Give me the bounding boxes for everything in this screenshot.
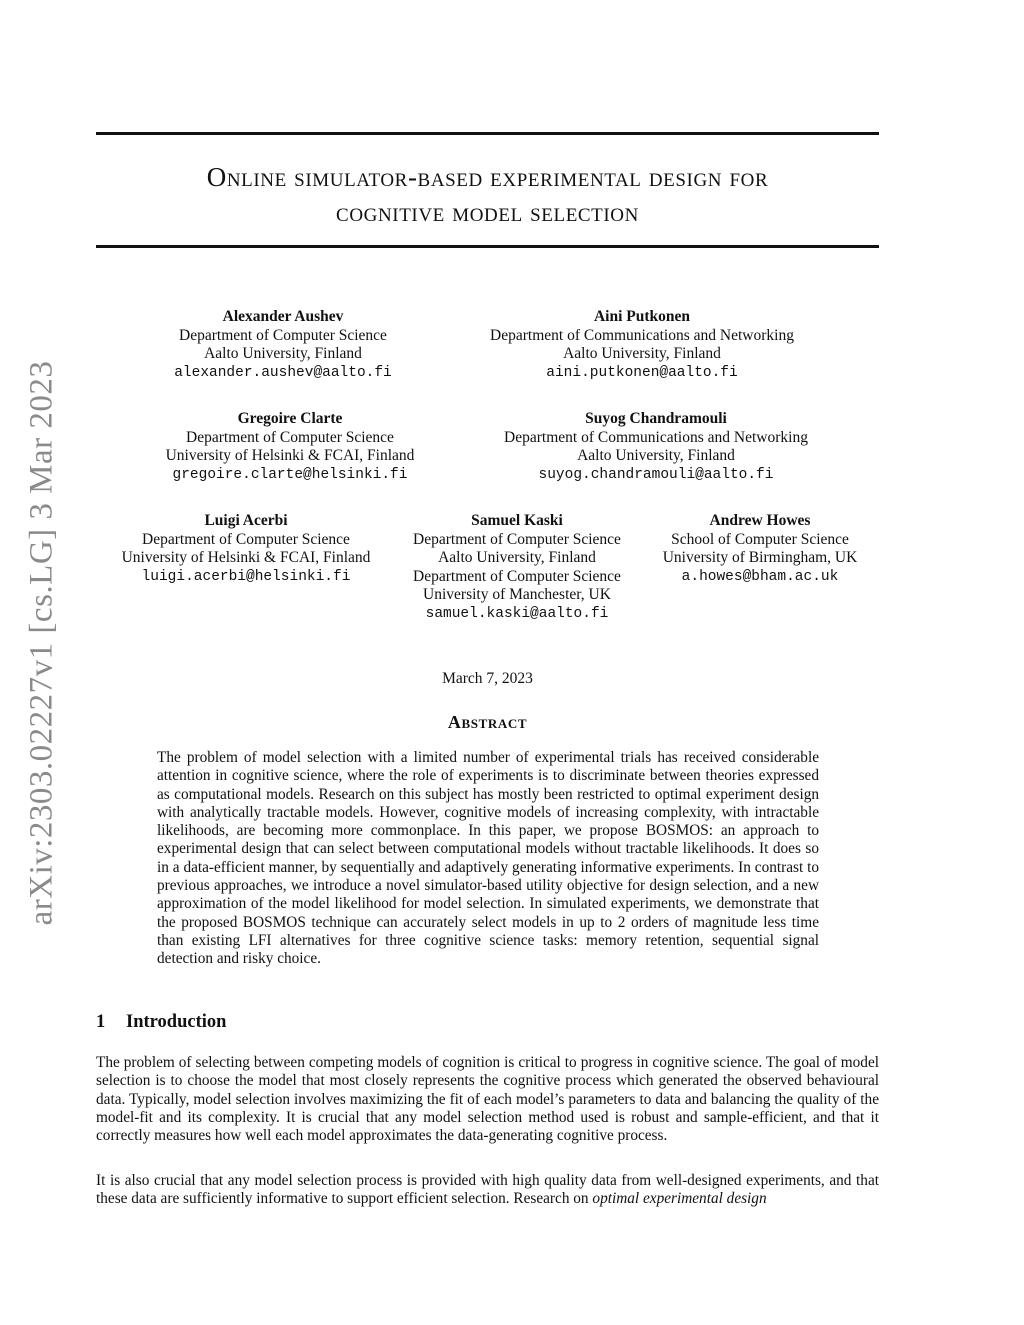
author-affiliation: University of Birmingham, UK bbox=[662, 549, 858, 566]
author-affiliation: University of Helsinki & FCAI, Finland bbox=[121, 549, 371, 566]
author-name: Aini Putkonen bbox=[593, 308, 691, 325]
intro-paragraph-1: The problem of selecting between competing models of cognition is critical to progress in cognitive science. The goal of model selection is to choose the model that most closely represents the cognitive process which generated the observed behavioural data. Typically, model selection involves maximizing the fit of each model’s parameters to data and balancing the quality of the model-fit and its complexity. It is crucial that any model selection method used is robust and sample-efficient, and that it correctly measures how well each model approximates the data-generating cognitive process. bbox=[96, 1054, 879, 1145]
section-number: 1 bbox=[96, 1012, 106, 1032]
author-block bbox=[140, 410, 440, 484]
author-affiliation: Aalto University, Finland bbox=[563, 345, 721, 362]
author-affiliation: School of Computer Science bbox=[671, 530, 849, 548]
author-affiliation: Department of Computer Science bbox=[179, 326, 387, 344]
author-affiliation: Department of Communications and Networking bbox=[504, 428, 808, 446]
author-name: Alexander Aushev bbox=[222, 308, 344, 325]
author-email[interactable]: aini.putkonen@aalto.fi bbox=[546, 364, 738, 381]
author-affiliation: Department of Computer Science bbox=[186, 428, 394, 446]
abstract-text: The problem of model selection with a limited number of experimental trials has received considerable attention in cognitive science, where the role of experiments is to discriminate between theories expressed as computational models. Research on this subject has mostly been restricted to optimal experiment design with analytically tractable models. However, cognitive models of increasing complexity, with intractable likelihoods, are becoming more commonplace. In this paper, we propose BOSMOS: an approach to experimental design that can select between computational models without tractable likelihoods. It does so in a data-efficient manner, by sequentially and adaptively generating informative experiments. In contrast to previous approaches, we introduce a novel simulator-based utility objective for design selection, and a new approximation of the model likelihood for model selection. In simulated experiments, we demonstrate that the proposed BOSMOS technique can accurately select models in up to 2 orders of magnitude less time than existing LFI alternatives for three cognitive science tasks: memory retention, sequential signal detection and risky choice. bbox=[157, 749, 819, 968]
author-name: Luigi Acerbi bbox=[204, 512, 288, 529]
author-block bbox=[650, 512, 870, 586]
author-block bbox=[106, 512, 386, 586]
author-affiliation: Department of Communications and Networking bbox=[490, 326, 794, 344]
author-name: Samuel Kaski bbox=[471, 512, 563, 529]
author-affiliation: University of Helsinki & FCAI, Finland bbox=[165, 447, 415, 464]
author-affiliation: University of Manchester, UK bbox=[423, 586, 611, 603]
author-affiliation: Aalto University, Finland bbox=[204, 345, 362, 362]
author-affiliation: Aalto University, Finland bbox=[577, 447, 735, 464]
author-affiliation: Department of Computer Science bbox=[413, 567, 621, 585]
intro-paragraph-2-text: It is also crucial that any model selection process is provided with high quality data from well-designed experiments, and that these data are sufficiently informative to support efficient selection. Research on bbox=[96, 1172, 879, 1208]
abstract-heading: Abstract bbox=[447, 712, 528, 732]
arxiv-stamp: arXiv:2303.02227v1 [cs.LG] 3 Mar 2023 bbox=[23, 360, 60, 926]
paper-title-line-1: Online simulator-based experimental design for bbox=[206, 162, 769, 192]
author-email[interactable]: samuel.kaski@aalto.fi bbox=[425, 605, 609, 622]
author-block bbox=[476, 410, 836, 484]
intro-paragraph-2 bbox=[96, 1172, 879, 1209]
author-email[interactable]: gregoire.clarte@helsinki.fi bbox=[172, 466, 408, 483]
paper-title-line-2: cognitive model selection bbox=[336, 197, 639, 227]
author-name: Andrew Howes bbox=[709, 512, 811, 529]
author-email[interactable]: suyog.chandramouli@aalto.fi bbox=[538, 466, 774, 483]
author-affiliation: Department of Computer Science bbox=[413, 530, 621, 548]
author-email[interactable]: a.howes@bham.ac.uk bbox=[681, 568, 839, 585]
title-rule-top bbox=[96, 132, 879, 135]
author-name: Suyog Chandramouli bbox=[585, 410, 727, 427]
author-email[interactable]: alexander.aushev@aalto.fi bbox=[174, 364, 392, 381]
author-email[interactable]: luigi.acerbi@helsinki.fi bbox=[141, 568, 351, 585]
author-block bbox=[462, 308, 822, 382]
author-name: Gregoire Clarte bbox=[237, 410, 343, 427]
section-heading bbox=[96, 1012, 226, 1033]
author-affiliation: Department of Computer Science bbox=[142, 530, 350, 548]
author-block bbox=[397, 512, 637, 623]
paper-date: March 7, 2023 bbox=[442, 670, 533, 687]
author-block bbox=[150, 308, 416, 382]
section-title: Introduction bbox=[126, 1012, 227, 1032]
title-rule-bottom bbox=[96, 245, 879, 248]
paper-title bbox=[96, 160, 879, 230]
author-affiliation: Aalto University, Finland bbox=[438, 549, 596, 566]
intro-paragraph-2-italic: optimal experimental design bbox=[592, 1190, 767, 1208]
